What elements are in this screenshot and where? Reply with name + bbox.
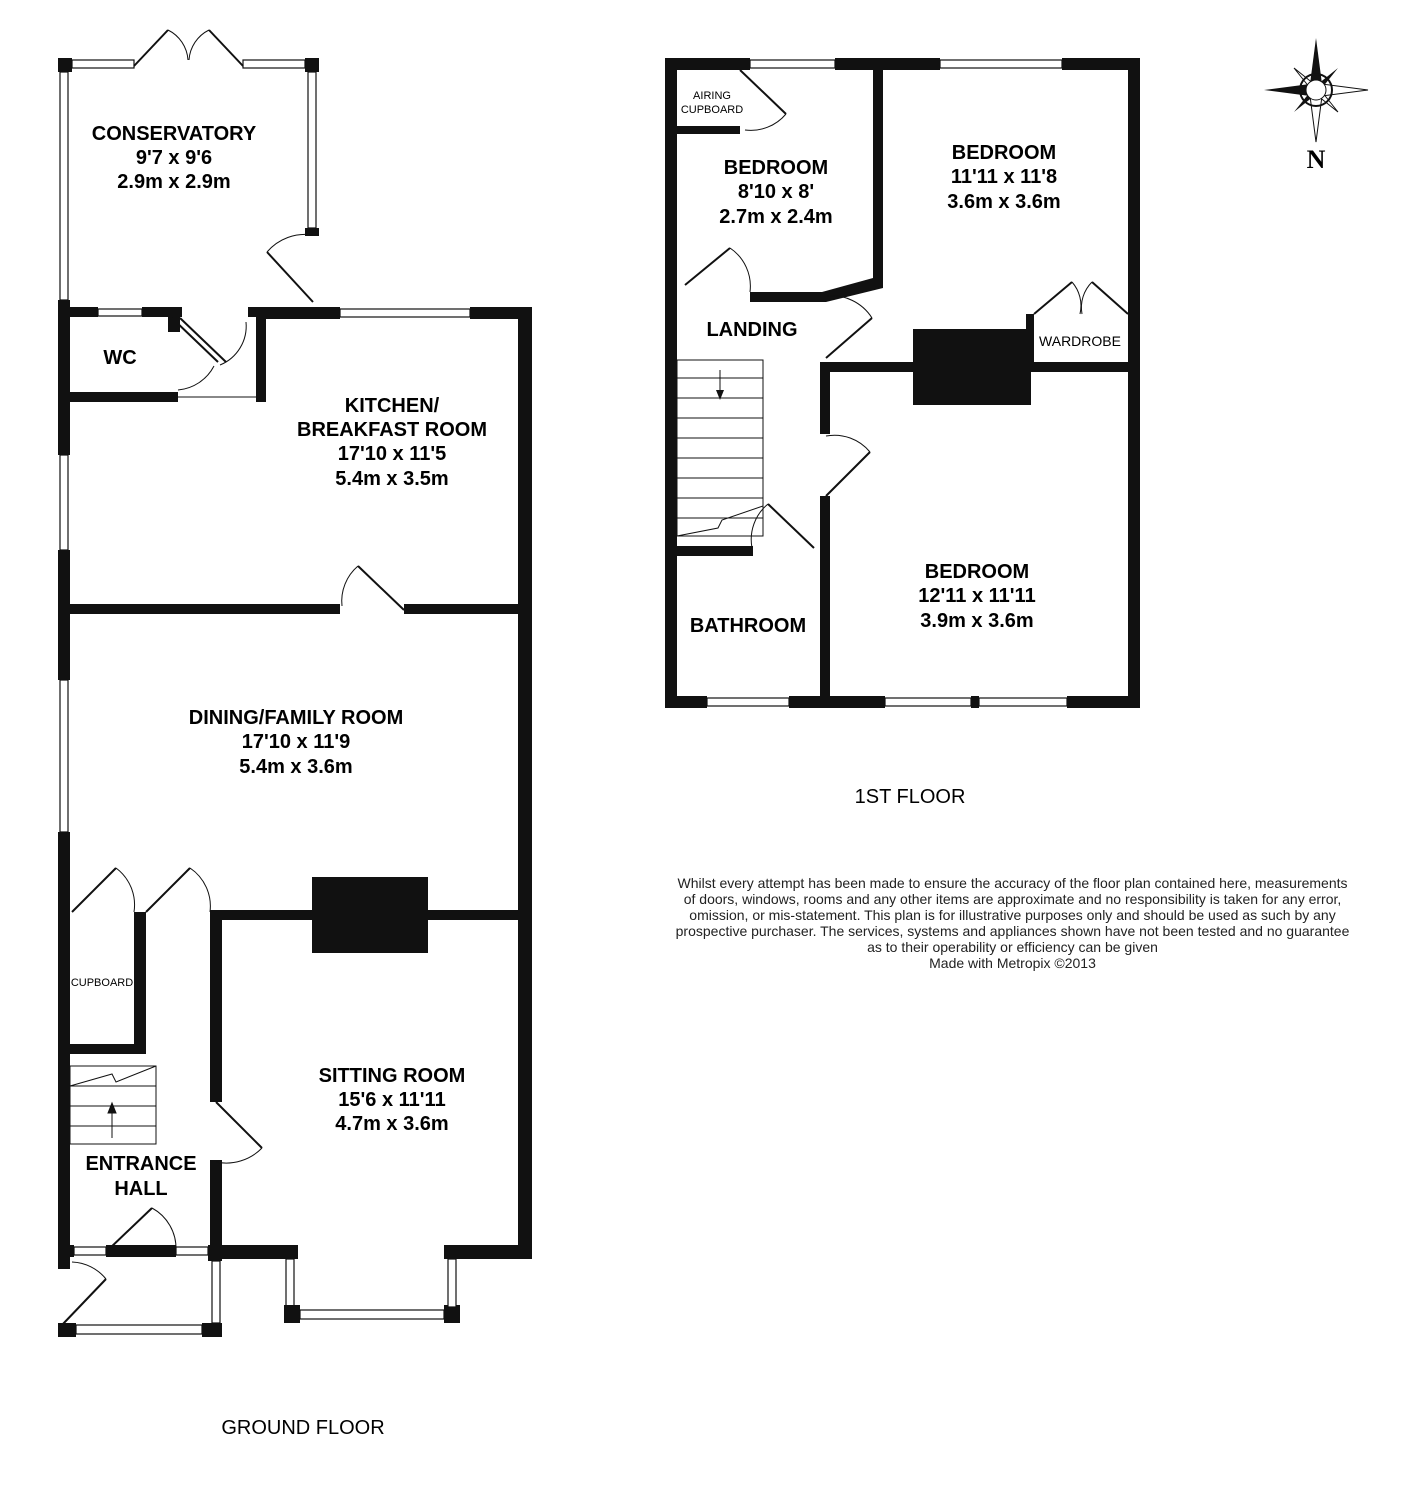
room-dim-metric: 4.7m x 3.6m — [335, 1113, 449, 1135]
wardrobe-label — [1039, 333, 1121, 349]
room-dim-metric: 2.7m x 2.4m — [719, 206, 833, 228]
room-dim-imperial: 8'10 x 8' — [737, 181, 815, 203]
room-dim-imperial: 12'11 x 11'11 — [918, 585, 1036, 607]
kitchen-label — [297, 395, 487, 490]
room-dim-imperial: 15'6 x 11'11 — [338, 1089, 446, 1111]
first-floor-plan — [665, 58, 1140, 708]
disclaimer-line: prospective purchaser. The services, systems and appliances shown have not been tested and no guarantee — [675, 923, 1350, 939]
compass-rose-icon — [1264, 38, 1368, 142]
room-name: BEDROOM — [723, 157, 829, 179]
wc-label — [103, 347, 136, 369]
room-name: WC — [103, 347, 137, 369]
room-name: SITTING ROOM — [318, 1065, 466, 1087]
room-name-line2: HALL — [114, 1178, 168, 1200]
room-name: LANDING — [706, 319, 798, 341]
compass-north-label: N — [1306, 145, 1326, 174]
room-dim-metric: 5.4m x 3.6m — [239, 756, 353, 778]
room-dim-imperial: 17'10 x 11'5 — [337, 443, 447, 465]
first-floor-caption: 1ST FLOOR — [854, 786, 966, 808]
room-dim-imperial: 9'7 x 9'6 — [135, 147, 213, 169]
cupboard-label — [71, 977, 133, 989]
room-dim-metric: 3.6m x 3.6m — [947, 191, 1061, 213]
dining-label — [189, 707, 403, 778]
room-name-line1: ENTRANCE — [85, 1153, 197, 1175]
landing-label — [706, 319, 797, 341]
room-name-line1: AIRING — [693, 90, 731, 102]
bedroom-rear-label — [918, 561, 1035, 632]
disclaimer-line: Whilst every attempt has been made to ensure the accuracy of the floor plan contained here, measurements — [677, 875, 1348, 891]
disclaimer-line: omission, or mis-statement. This plan is for illustrative purposes only and should be used as such by any — [689, 907, 1336, 923]
room-name: DINING/FAMILY ROOM — [188, 707, 404, 729]
room-dim-imperial: 17'10 x 11'9 — [241, 731, 351, 753]
room-dim-metric: 5.4m x 3.5m — [335, 468, 449, 490]
bedroom-small-label — [719, 157, 832, 228]
room-name: BATHROOM — [689, 615, 807, 637]
room-name-line1: KITCHEN/ — [344, 395, 440, 417]
bedroom-front-label — [947, 142, 1060, 213]
room-name: CUPBOARD — [70, 977, 134, 989]
disclaimer-line: as to their operability or efficiency can be given — [867, 939, 1158, 955]
room-name: CONSERVATORY — [91, 123, 257, 145]
room-name: BEDROOM — [951, 142, 1057, 164]
room-name-line2: BREAKFAST ROOM — [297, 419, 487, 441]
entrance-hall-label — [85, 1153, 196, 1200]
room-name-line2: CUPBOARD — [680, 104, 744, 116]
disclaimer — [620, 875, 1405, 971]
ground-floor-plan — [58, 30, 532, 1337]
room-name: BEDROOM — [924, 561, 1030, 583]
disclaimer-credit: Made with Metropix ©2013 — [929, 955, 1096, 971]
disclaimer-line: of doors, windows, rooms and any other items are approximate and no responsibility is taken for any error, — [683, 891, 1342, 907]
airing-cupboard-label — [681, 90, 743, 116]
room-dim-metric: 3.9m x 3.6m — [920, 610, 1034, 632]
room-dim-imperial: 11'11 x 11'8 — [950, 166, 1058, 188]
conservatory-label — [92, 123, 257, 193]
ground-floor-caption: GROUND FLOOR — [221, 1417, 385, 1439]
room-dim-metric: 2.9m x 2.9m — [117, 171, 231, 193]
bathroom-label — [690, 615, 806, 637]
sitting-label — [319, 1065, 466, 1135]
room-name: WARDROBE — [1039, 333, 1121, 349]
